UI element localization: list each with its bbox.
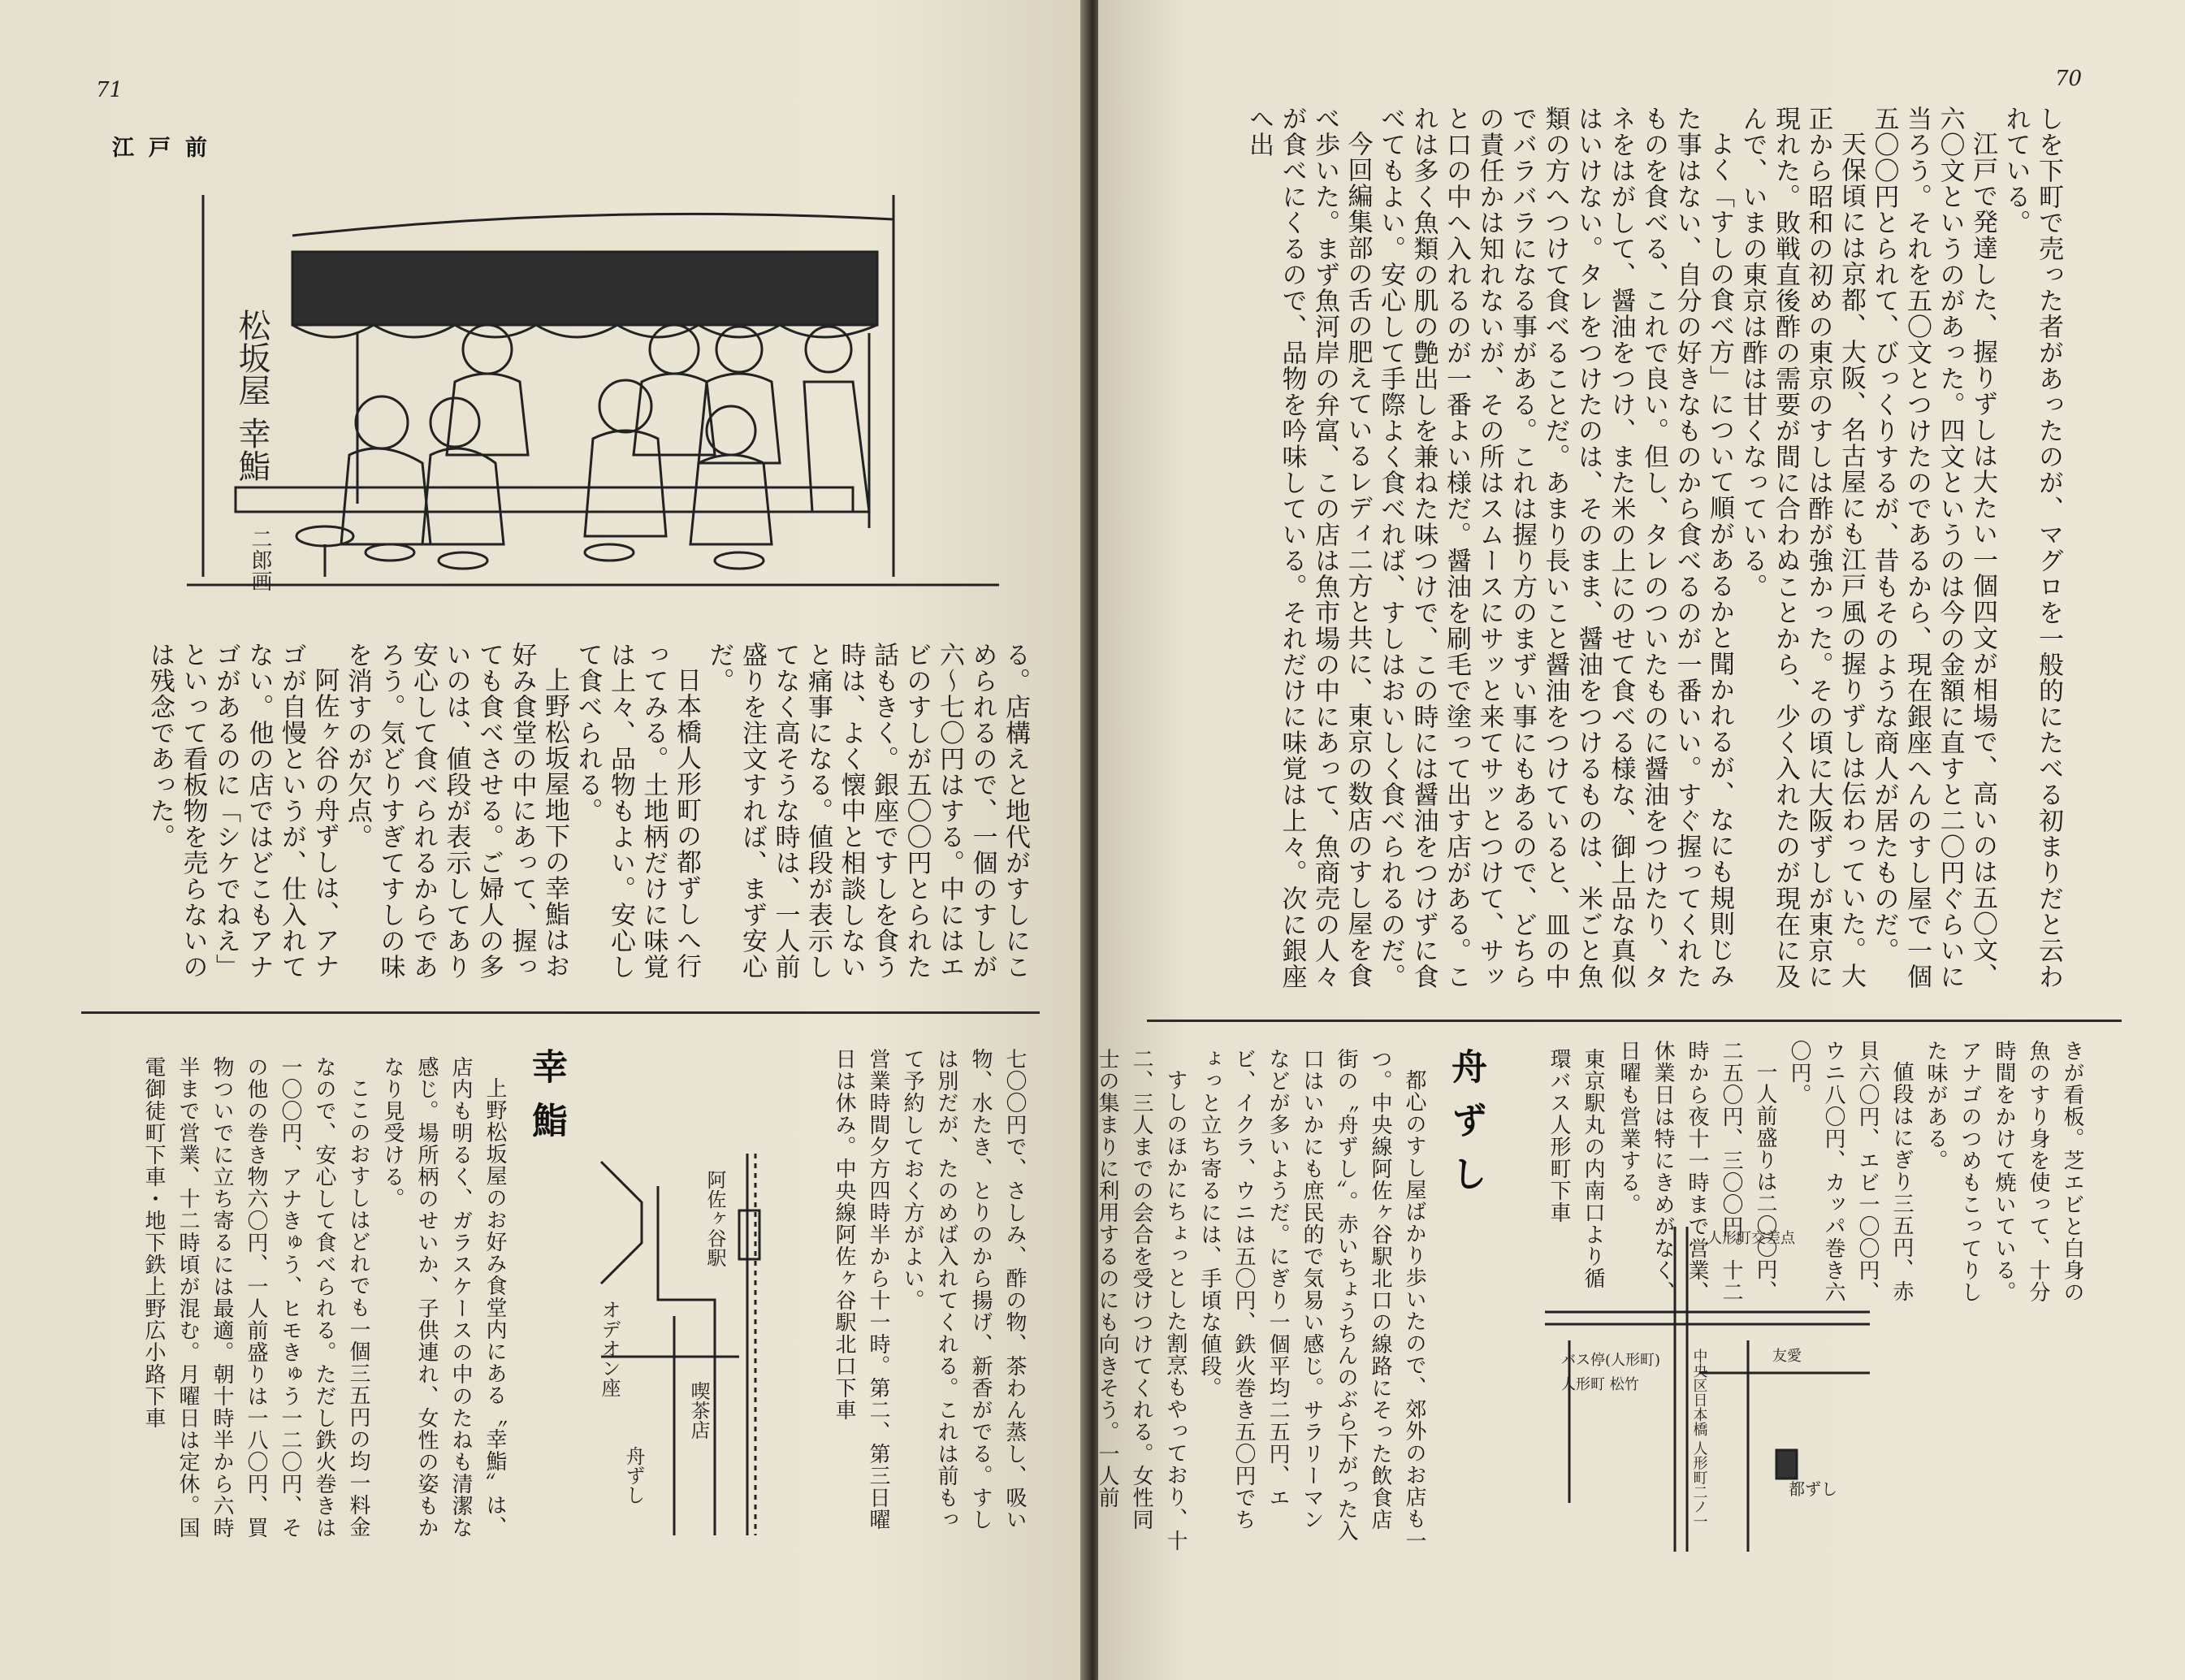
asagaya-map [593, 1154, 772, 1535]
left-lower-text [780, 1048, 1032, 1535]
map-label-bus-stop: バス停(人形町) [1561, 1352, 1661, 1369]
left-shop-text [97, 1056, 512, 1544]
paragraph: る。店構えと地代がすしにこめられるので、一個のすしが六〜七〇円はする。中にはエビのすしが五〇〇円とられた話もきく。銀座ですしを食う時は、よく懐中と相談しないと痛事になる。値段が表示してなく高そうな時は、一人前盛りを注文すれば、まず安心だ。 [704, 642, 1030, 980]
miyako-access: 東京駅丸の内南口より循環バス人形町下車 [1547, 1048, 1605, 1289]
page-number: 71 [96, 78, 123, 102]
section-title: 幸鮨 [526, 1048, 567, 1155]
paragraph: 上野松坂屋地下の幸鮨はお好み食堂の中にあって、握っても食べさせる。ご婦人の多いのは、値段が表示してあり安心して食べられるからであろう。気どりすぎてすしの味を消すのが欠点。 [343, 642, 569, 980]
map-label-street: 人形町交差点 [1707, 1230, 1795, 1247]
paragraph: 七〇〇円で、さしみ、酢の物、茶わん蒸し、吸い物、水たき、とりのから揚げ、新香がでる。すしは別だが、たのめば入れてくれる。これは前もって予約しておく方がよい。 [900, 1048, 1027, 1531]
left-page [0, 0, 1088, 1680]
funa-access: 営業時間夕方四時半から十一時。第二、第三日曜日は休み。中央線阿佐ヶ谷駅北口下車 [832, 1048, 890, 1531]
paragraph: 値段はにぎり三五円、赤貝六〇円、エビ一〇〇円、ウニ八〇円、カッパ巻き六〇円。 [1787, 1040, 1914, 1303]
paragraph: 今回編集部の舌の肥えているレディ二方と共に、東京の数店のすし屋を食べ歩いた。まず魚河岸の弁富、この店は魚市場の中にあって、魚商売の人々が食べにくるので、品物を吟味している。それだけに味覚は上々。次に銀座へ出 [1244, 106, 1373, 989]
map-label-shop: 都ずし [1789, 1479, 1837, 1499]
map-label-note: 友愛 [1772, 1348, 1802, 1365]
artist-signature: 二郎画 [248, 528, 272, 591]
paragraph: 都心のすし屋ばかり歩いたので、郊外のお店も一つ。中央線阿佐ヶ谷駅北口の線路にそった飲食店街の〝舟ずし〟。赤いちょうちんのぶら下がった入口はいかにも庶民的で気易い感じ。サラリーマンなどが多いようだ。にぎり一個平均二五円、エビ、イクラ、ウニは五〇円、鉄火巻き五〇円でちょっと立ち寄るには、手頃な値段。 [1197, 1048, 1426, 1552]
map-label-cafe: 喫茶店 [687, 1381, 710, 1440]
map-label-bank: 中央区日本橋 人形町二ノ一 [1690, 1349, 1708, 1529]
sushi-shop-illustration [187, 187, 1007, 601]
map-label-store: 人形町 松竹 [1561, 1376, 1639, 1393]
paragraph: すしのほかにちょっとした割烹もやっており、十二、三人までの会合を受けつけてくれる。女性同士の集まりに利用するのにも向きそう。一人前 [1095, 1048, 1188, 1552]
paragraph: よく「すしの食べ方」について順があるかと聞かれるが、なにも規則じみた事はない、自分の好きなものから食べるのが一番いい。すぐ握ってくれたものを食べる、これで良い。但し、タレのついたものに醤油をつけたり、タネをはがして、醤油をつけ、また米の上にのせて食べる様な、御上品な真似はいけない。タレをつけたのは、そのまま、醤油をつけるものは、米ごと魚類の方へつけて食べることだ。あまり長いこと醤油をつけていると、皿の中でバラバラになる事がある。これは握り方のまずい事にもあるので、どちらの責任かは知れないが、その所はスムースにサッと来てサッとつけて、サッと口の中へ入れるのが一番よい様だ。醤油を刷毛で塗って出す店がある。これは多く魚類の肌の艶出しを兼ねた味つけで、この時には醤油をつけずに食べてもよい。安心して手際よく食べれば、すしはおいしく食べられるのだ。 [1376, 106, 1734, 989]
paragraph: しを下町で売った者があったのが、マグロを一般的にたべる初まりだと云われている。 [2001, 106, 2063, 989]
right-upper-text [1179, 106, 2065, 991]
paragraph: 天保頃には京都、大阪、名古屋にも江戸風の握りずしは伝わっていた。大正から昭和の初めの東京のすしは酢が強かった。その頃に大阪ずしが東京に現れた。敗戦直後酢の需要が間に合わぬことから、少く入れたのが現在に及んで、いまの東京は酢は甘くなっている。 [1737, 106, 1866, 989]
paragraph: 江戸で発達した、握りずしは大たい一個四文が相場で、高いのは五〇文、六〇文というのがあった。四文というのは今の金額に直すと二〇円ぐらいに当ろう。それを五〇文とつけたのであるから、現在銀座へんのすし屋で一個五〇〇円とられて、びっくりするが、昔もそのような商人が居たものだ。 [1869, 106, 1997, 989]
page-number: 70 [2055, 67, 2083, 91]
map-label-cinema: オデオン座 [598, 1300, 621, 1397]
shop-sign: 松坂屋 幸鮨 [233, 309, 270, 482]
paragraph: 阿佐ヶ谷の舟ずしは、アナゴが自慢というが、仕入れてない。他の店ではどこもアナゴがあるのに「シケでねえ」といって看板物を売らないのは残念であった。 [145, 642, 340, 980]
paragraph: 日本橋人形町の都ずしへ行ってみる。土地柄だけに味覚は上々、品物もよい。安心して食べられる。 [573, 642, 701, 980]
map-label-station: 阿佐ヶ谷駅 [703, 1170, 726, 1267]
section-title: 舟ずし [1445, 1048, 1486, 1209]
section-divider [81, 1011, 1040, 1014]
paragraph: ここのおすしはどれでも一個三五円の均一料金なので、安心して食べられる。ただし鉄火巻きは一〇〇円、アナきゅう、ヒモきゅう一二〇円、その他の巻き物六〇円、一人前盛りは一八〇円、買物ついでに立ち寄るには最適。朝十時半から六時半まで営業、十二時頃が混む。月曜日は定休。国電御徒町下車・地下鉄上野広小路下車 [141, 1056, 370, 1539]
right-funa-text [1095, 1048, 1431, 1552]
section-divider [1147, 1020, 2122, 1022]
right-page [1095, 0, 2185, 1680]
ningyocho-map [1545, 1227, 1870, 1552]
map-label-shop: 舟ずし [622, 1446, 645, 1505]
paragraph: きが看板。芝エビと白身の魚のすり身を使って、十分時間をかけて焼いている。アナゴのつめもこってりした味がある。 [1923, 1040, 2084, 1303]
running-head: 江戸前 [112, 136, 222, 161]
left-upper-text [145, 642, 1032, 999]
paragraph: 上野松坂屋のお好み食堂内にある〝幸鮨〟は、店内も明るく、ガラスケースの中のたねも清潔な感じ。場所柄のせいか、子供連れ、女性の姿もかなり見受ける。 [380, 1056, 507, 1539]
paragraph: 一人前盛りは二〇〇円、二五〇円、三〇〇円。十二時から夜十一時まで営業、休業日は特にきめがなく、日曜も営業する。 [1616, 1040, 1777, 1303]
